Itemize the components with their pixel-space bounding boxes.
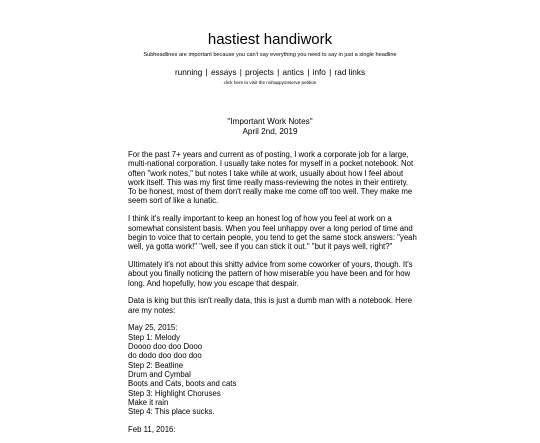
nav-separator: | [205,68,208,77]
post-body [128,150,418,443]
notes-list [128,323,418,416]
nav-separator: | [239,68,242,77]
post-paragraph: Data is king but this isn't really data, this is just a dumb man with a notebook. Here are my notes: [128,296,413,315]
post-date: April 2nd, 2019 [242,127,298,136]
note-line: Boots and Cats, boots and cats [128,379,237,389]
note-line: do dodo doo doo doo [128,351,202,361]
nav-link-running[interactable]: running [174,68,203,77]
nav-separator: | [277,68,280,77]
post-paragraph: For the past 7+ years and current as of posting, I work a corporate job for a large, multi-national corporation. I usually take notes for myself in a pocket notebook. Not often "work notes," but notes I take while at work, usually about how I feel about work itself. This was my first time really mass-reviewing the notes in their entirety. To be honest, most of them don't really make me come off too well. They make me seem sort of like a lunatic. [128,150,414,206]
nav-link-projects[interactable]: projects [245,68,274,77]
note-line: May 25, 2015: [128,323,178,333]
site-subtitle: Subheadlines are important because you can't say everything you need to say in just a single headline [143,52,397,58]
post-header [0,117,540,137]
note-line: Doooo doo doo Dooo [128,342,203,352]
main-nav [0,67,540,78]
note-line: Step 4: This place sucks. [128,407,215,417]
nav-link-info[interactable]: info [312,68,326,77]
note-line: Step 1: Melody [128,332,181,342]
nav-separator: | [307,68,310,77]
nav-link-essays[interactable]: essays [210,68,237,77]
site-title[interactable]: hastiest handiwork [207,31,333,48]
post-paragraph: Ultimately it's not about this shitty advice from some coworker of yours, though. It's about you finally noticing the pattern of how miserable you have been and for how long. And hopefully, how you escape that despair. [128,259,413,288]
note-line: Drum and Cymbal [128,369,191,379]
nav-link-rad-links[interactable]: rad links [334,68,366,77]
note-line: Step 3: Highlight Choruses [128,388,221,398]
note-line: Make it rain [128,397,169,407]
post-paragraph: I think it's really important to keep an honest log of how you feel at work on a somewhat consistent basis. When you feel unhappy over a long period of time and begin to voice that to certain people, you tend to get the same stock answers: "yeah well, ya gotta work!" "well, see if you can stick it out." "but it pays well, right?" [128,214,417,252]
post-title: "Important Work Notes" [227,117,313,126]
nav-separator: | [329,68,332,77]
nav-link-antics[interactable]: antics [282,68,304,77]
site-header [0,0,540,86]
petition-link[interactable]: click here to visit the nohappyonserve petition [223,80,317,85]
note-line: Step 2: Beatline [128,360,184,370]
next-note-date: Feb 11, 2016: [128,424,176,434]
